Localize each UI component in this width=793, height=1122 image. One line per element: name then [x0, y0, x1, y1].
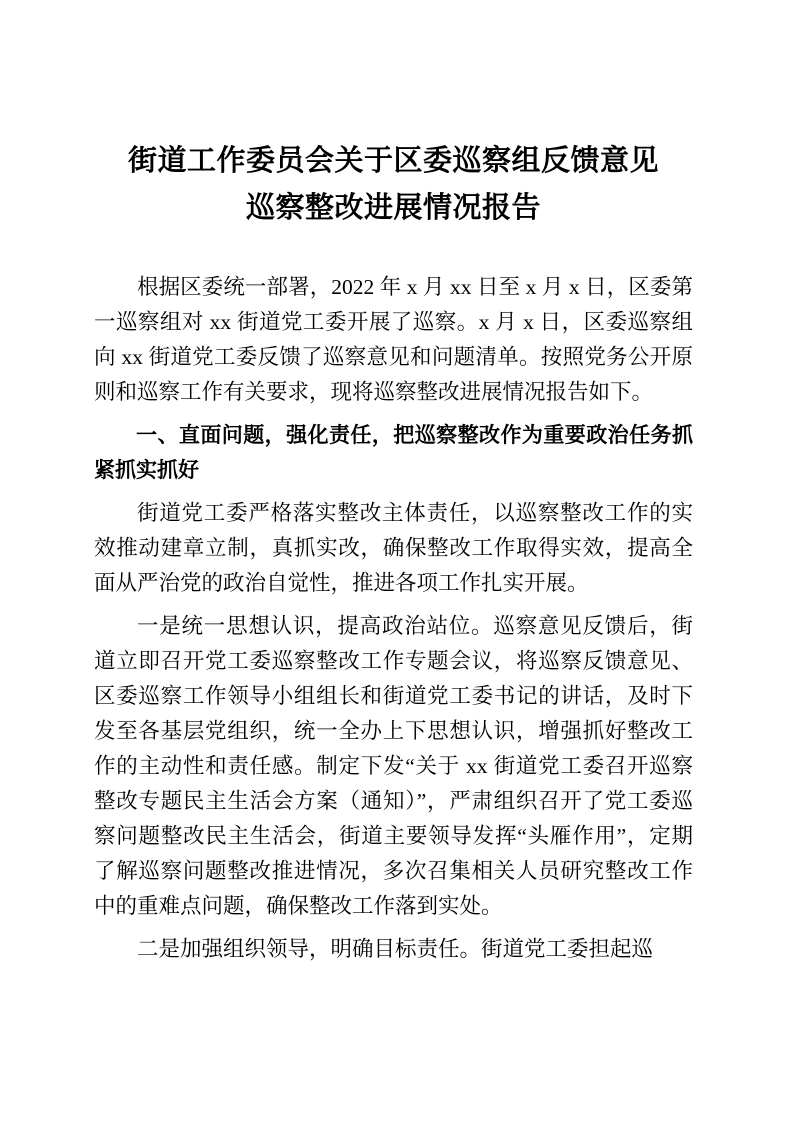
title-line-1: 街道工作委员会关于区委巡察组反馈意见 [127, 145, 659, 177]
section-heading-1: 一、直面问题，强化责任，把巡察整改作为重要政治任务抓紧抓实抓好 [94, 423, 693, 482]
document-title [94, 138, 693, 232]
paragraph-responsibility: 街道党工委严格落实整改主体责任，以巡察整改工作的实效推动建章立制，真抓实改，确保整改工作取得实效，提高全面从严治党的政治自觉性，推进各项工作扎实开展。 [94, 501, 693, 595]
title-line-2: 巡察整改进展情况报告 [245, 192, 541, 224]
document-body [94, 270, 693, 967]
paragraph-point-one: 一是统一思想认识，提高政治站位。巡察意见反馈后，街道立即召开党工委巡察整改工作专题会议，将巡察反馈意见、区委巡察工作领导小组组长和街道党工委书记的讲话，及时下发至各基层党组织，统一全办上下思想认识，增强抓好整改工作的主动性和责任感。制定下发“关于 xx 街道党工委召开巡察整改专题民主生活会方案（通知）”，严肃组织召开了党工委巡察问题整改民主生活会，街道主要领导发挥“头雁作用”，定期了解巡察问题整改推进情况，多次召集相关人员研究整改工作中的重难点问题，确保整改工作落到实处。 [94, 614, 693, 918]
paragraph-intro: 根据区委统一部署，2022 年 x 月 xx 日至 x 月 x 日，区委第一巡察组对 xx 街道党工委开展了巡察。x 月 x 日，区委巡察组向 xx 街道党工委反馈了巡察意见和问题清单。按照党务公开原则和巡察工作有关要求，现将巡察整改进展情况报告如下。 [94, 275, 693, 404]
paragraph-point-two-truncated: 二是加强组织领导，明确目标责任。街道党工委担起巡 [137, 937, 654, 961]
